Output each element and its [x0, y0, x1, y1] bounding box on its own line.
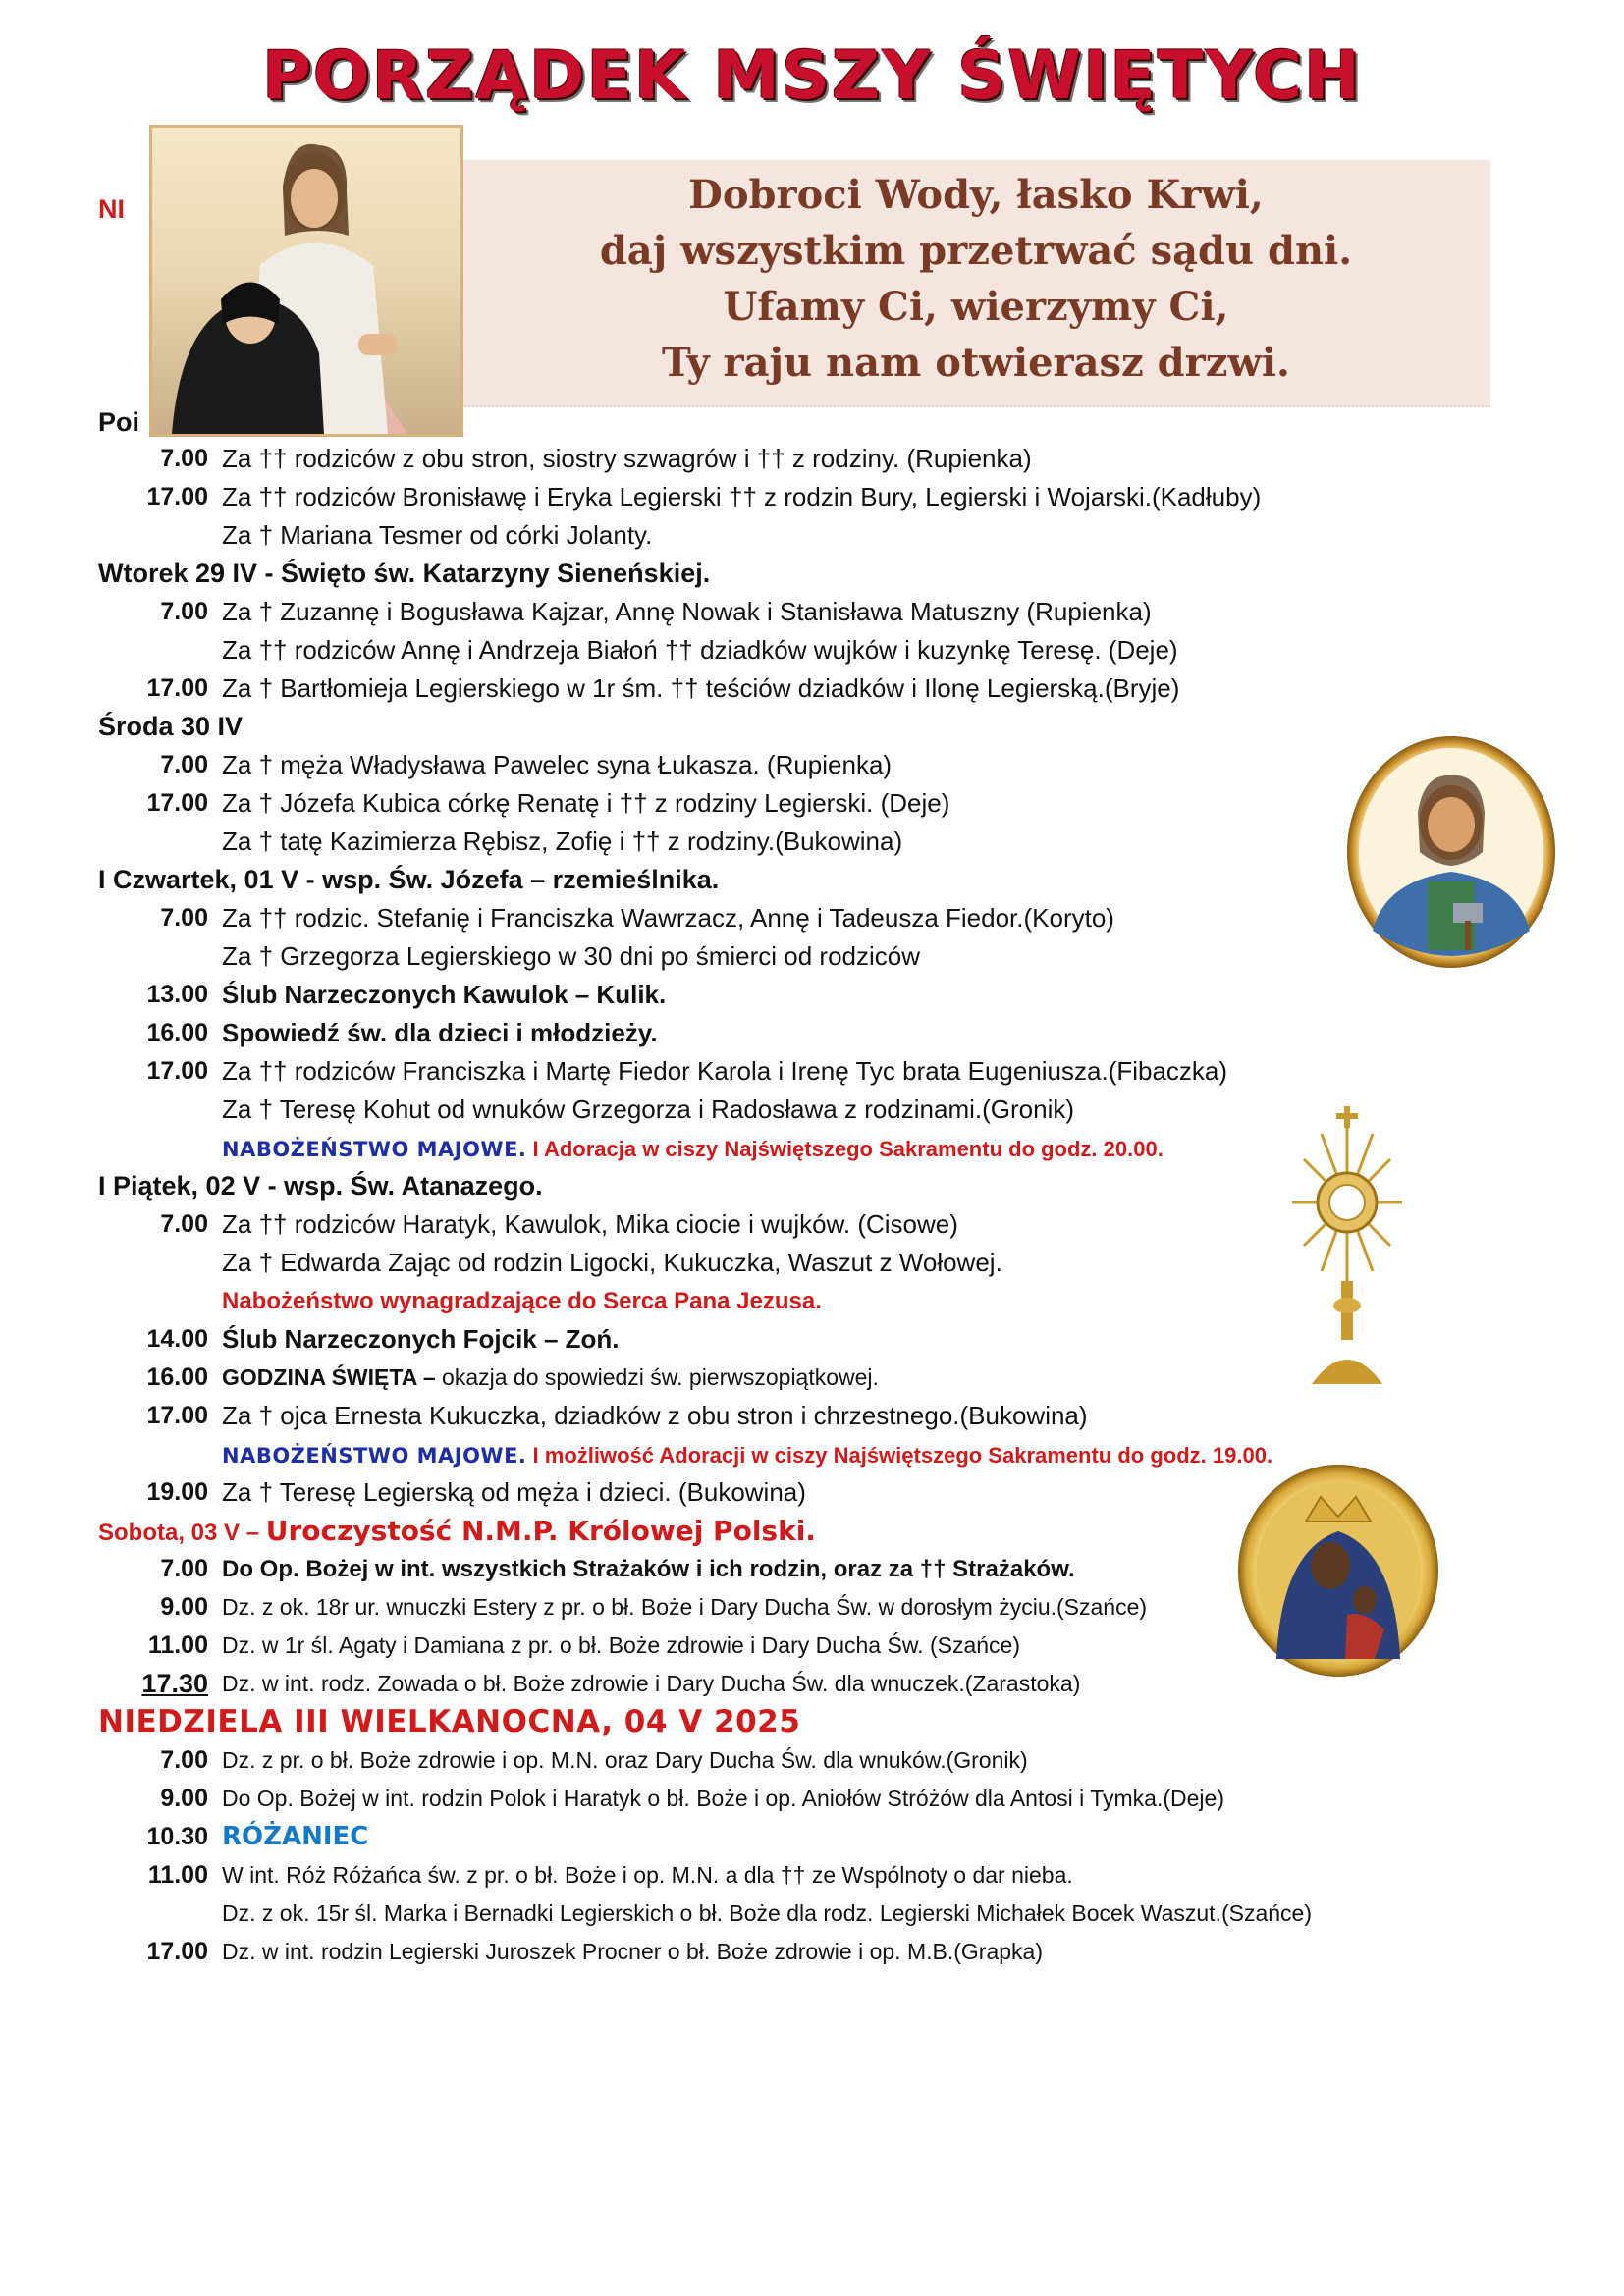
- day-header: [98, 708, 1492, 746]
- mass-time: 7.00: [160, 1210, 208, 1238]
- intention-text: Dz. z ok. 15r śl. Marka i Bernadki Legierskich o bł. Boże dla rodz. Legierski Michałek Bocek Waszut.(Szańce): [222, 1900, 1312, 1926]
- mass-time: 17.00: [146, 674, 208, 702]
- adoration-note: I możliwość Adoracji w ciszy Najświętszego Sakramentu do godz. 19.00.: [526, 1443, 1273, 1468]
- day-header: [98, 1703, 1492, 1741]
- mass-time: 17.00: [146, 1402, 208, 1429]
- prayer-banner: [461, 160, 1490, 407]
- intention-text: Za † Józefa Kubica córkę Renatę i †† z rodziny Legierski. (Deje): [222, 788, 950, 818]
- mass-time: 17.00: [146, 1938, 208, 1965]
- schedule-note: [98, 1282, 1492, 1320]
- intention-text: okazja do spowiedzi św. pierwszopiątkowej.: [442, 1364, 879, 1390]
- schedule-row: [98, 440, 1492, 478]
- day-header-text: Środa 30 IV: [98, 712, 244, 741]
- day-header: [98, 1167, 1492, 1205]
- intention-text: Za †† rodzic. Stefanię i Franciszka Wawrzacz, Annę i Tadeusza Fiedor.(Koryto): [222, 903, 1114, 933]
- mass-time: 13.00: [146, 981, 208, 1008]
- intention-text: Za † Teresę Legierską od męża i dzieci. (Bukowina): [222, 1477, 806, 1507]
- intention-text: Za †† rodziców Annę i Andrzeja Białoń †† dziadków wujków i kuzynkę Teresę. (Deje): [222, 635, 1178, 665]
- intention-text: Ślub Narzeczonych Kawulok – Kulik.: [222, 980, 667, 1009]
- mass-time: 17.30: [141, 1669, 208, 1698]
- schedule-row: [98, 1091, 1492, 1129]
- schedule-row: [98, 1205, 1492, 1244]
- may-devotion-label: NABOŻEŃSTWO MAJOWE.: [222, 1138, 527, 1161]
- schedule-row: [98, 1320, 1492, 1359]
- schedule-row: [98, 669, 1492, 708]
- intention-text: Za † męża Władysława Pawelec syna Łukasza. (Rupienka): [222, 750, 893, 779]
- mass-time: 7.00: [160, 445, 208, 472]
- intention-text: Dz. w 1r śl. Agaty i Damiana z pr. o bł. Boże zdrowie i Dary Ducha Św. (Szańce): [222, 1632, 1020, 1658]
- monday-label-cut: Poi: [98, 407, 140, 437]
- day-header: [98, 555, 1492, 593]
- adoration-note: I Adoracja w ciszy Najświętszego Sakramentu do godz. 20.00.: [526, 1137, 1164, 1161]
- day-header-text: I Piątek, 02 V - wsp. Św. Atanazego.: [98, 1171, 543, 1201]
- schedule-row: [98, 937, 1492, 976]
- intention-text: Spowiedź św. dla dzieci i młodzieży.: [222, 1018, 658, 1047]
- schedule-note: [98, 1129, 1492, 1167]
- schedule-row: [98, 746, 1492, 784]
- schedule-row: [98, 1244, 1492, 1282]
- intention-text: Dz. z pr. o bł. Boże zdrowie i op. M.N. oraz Dary Ducha Św. dla wnuków.(Gronik): [222, 1747, 1028, 1773]
- sacred-heart-note: Nabożeństwo wynagradzające do Serca Pana Jezusa.: [222, 1288, 822, 1314]
- schedule-row: [98, 1397, 1492, 1435]
- intention-text: Za † Zuzannę i Bogusława Kajzar, Annę Nowak i Stanisława Matuszny (Rupienka): [222, 597, 1152, 626]
- schedule-row: [98, 1741, 1492, 1780]
- schedule-row: [98, 1818, 1492, 1856]
- feast-name: Uroczystość N.M.P. Królowej Polski.: [265, 1515, 816, 1547]
- intention-text: Za † Edwarda Zając od rodzin Ligocki, Kukuczka, Waszut z Wołowej.: [222, 1248, 1002, 1277]
- day-header-text: I Czwartek, 01 V - wsp. Św. Józefa – rzemieślnika.: [98, 865, 720, 894]
- mass-time: 14.00: [146, 1325, 208, 1353]
- mass-time: 11.00: [147, 1861, 208, 1889]
- day-header-text: NIEDZIELA III WIELKANOCNA, 04 V 2025: [98, 1704, 801, 1739]
- schedule-row: [98, 631, 1492, 669]
- mass-time: 11.00: [147, 1631, 208, 1659]
- our-lady-czestochowa-icon: [1237, 1463, 1439, 1679]
- day-header-text: Wtorek 29 IV - Święto św. Katarzyny Sieneńskiej.: [98, 559, 711, 588]
- schedule-row: [98, 1052, 1492, 1091]
- sunday-label-cut: NI: [98, 194, 125, 224]
- schedule-row: [98, 1780, 1492, 1818]
- banner-line-4: Ty raju nam otwierasz drzwi.: [662, 340, 1290, 386]
- mass-schedule: [98, 440, 1492, 1971]
- mass-time: 9.00: [160, 1593, 208, 1621]
- intention-text: Za †† rodziców Haratyk, Kawulok, Mika ciocie i wujków. (Cisowe): [222, 1209, 958, 1239]
- mass-time: 16.00: [146, 1019, 208, 1046]
- may-devotion-label: NABOŻEŃSTWO MAJOWE.: [222, 1444, 527, 1468]
- banner-line-2: daj wszystkim przetrwać sądu dni.: [599, 228, 1353, 274]
- day-header-text: Sobota, 03 V –: [98, 1520, 266, 1546]
- schedule-row: [98, 516, 1492, 555]
- page-title: PORZĄDEK MSZY ŚWIĘTYCH: [262, 37, 1362, 115]
- schedule-row: [98, 593, 1492, 631]
- day-header: [98, 861, 1492, 899]
- schedule-row: [98, 1014, 1492, 1052]
- holy-hour-label: GODZINA ŚWIĘTA –: [222, 1364, 443, 1390]
- mass-time: 10.30: [146, 1823, 208, 1850]
- mass-time: 7.00: [160, 751, 208, 778]
- schedule-row: [98, 1895, 1492, 1933]
- schedule-row: [98, 784, 1492, 823]
- schedule-row: [98, 1359, 1492, 1397]
- intention-text: Za † Mariana Tesmer od córki Jolanty.: [222, 520, 653, 550]
- intention-text: Za † tatę Kazimierza Rębisz, Zofię i †† z rodziny.(Bukowina): [222, 827, 903, 856]
- intention-text: Dz. w int. rodzin Legierski Juroszek Procner o bł. Boże zdrowie i op. M.B.(Grapka): [222, 1939, 1043, 1964]
- intention-text: Za † ojca Ernesta Kukuczka, dziadków z obu stron i chrzestnego.(Bukowina): [222, 1401, 1088, 1430]
- intention-text: Za † Grzegorza Legierskiego w 30 dni po śmierci od rodziców: [222, 941, 921, 971]
- schedule-row: [98, 899, 1492, 937]
- mass-time: 16.00: [146, 1363, 208, 1391]
- mass-time: 7.00: [160, 904, 208, 932]
- intention-text: Za †† rodziców Bronisławę i Eryka Legierski †† z rodzin Bury, Legierski i Wojarski.(Kadłuby): [222, 482, 1262, 511]
- schedule-row: [98, 1856, 1492, 1895]
- intention-text: Do Op. Bożej w int. wszystkich Strażaków i ich rodzin, oraz za †† Strażaków.: [222, 1556, 1075, 1582]
- divine-mercy-image: [149, 125, 463, 437]
- intention-text: Za † Bartłomieja Legierskiego w 1r śm. †† teściów dziadków i Ilonę Legierską.(Bryje): [222, 673, 1180, 703]
- intention-text: Dz. w int. rodz. Zowada o bł. Boże zdrowie i Dary Ducha Św. dla wnuczek.(Zarastoka): [222, 1671, 1081, 1696]
- mass-time: 7.00: [160, 1746, 208, 1774]
- intention-text: Za †† rodziców Franciszka i Martę Fiedor Karola i Irenę Tyc brata Eugeniusza.(Fibaczka): [222, 1056, 1228, 1086]
- intention-text: Dz. z ok. 18r ur. wnuczki Estery z pr. o bł. Boże i Dary Ducha Św. w dorosłym życiu.(Szańce): [222, 1594, 1148, 1620]
- st-joseph-icon: [1345, 734, 1557, 970]
- mass-time: 19.00: [146, 1478, 208, 1506]
- intention-text: Do Op. Bożej w int. rodzin Polok i Haratyk o bł. Boże i op. Aniołów Stróżów dla Antosi i Tymka.(Deje): [222, 1786, 1224, 1811]
- schedule-row: [98, 478, 1492, 516]
- intention-text: Za †† rodziców z obu stron, siostry szwagrów i †† z rodziny. (Rupienka): [222, 444, 1032, 473]
- banner-line-3: Ufamy Ci, wierzymy Ci,: [723, 284, 1229, 330]
- schedule-row: [98, 1933, 1492, 1971]
- mass-time: 17.00: [146, 789, 208, 817]
- rosary-label: RÓŻANIEC: [222, 1822, 369, 1851]
- intention-text: W int. Róż Różańca św. z pr. o bł. Boże i op. M.N. a dla †† ze Wspólnoty o dar nieba.: [222, 1862, 1073, 1888]
- mass-time: 17.00: [146, 483, 208, 510]
- mass-time: 17.00: [146, 1057, 208, 1085]
- schedule-row: [98, 823, 1492, 861]
- banner-line-1: Dobroci Wody, łasko Krwi,: [688, 172, 1264, 218]
- intention-text: Za † Teresę Kohut od wnuków Grzegorza i Radosława z rodzinami.(Gronik): [222, 1095, 1075, 1124]
- monstrance-icon: [1292, 1104, 1402, 1389]
- intention-text: Ślub Narzeczonych Fojcik – Zoń.: [222, 1324, 620, 1354]
- mass-time: 7.00: [160, 1555, 208, 1582]
- schedule-row: [98, 976, 1492, 1014]
- mass-time: 7.00: [160, 598, 208, 625]
- mass-time: 9.00: [160, 1785, 208, 1812]
